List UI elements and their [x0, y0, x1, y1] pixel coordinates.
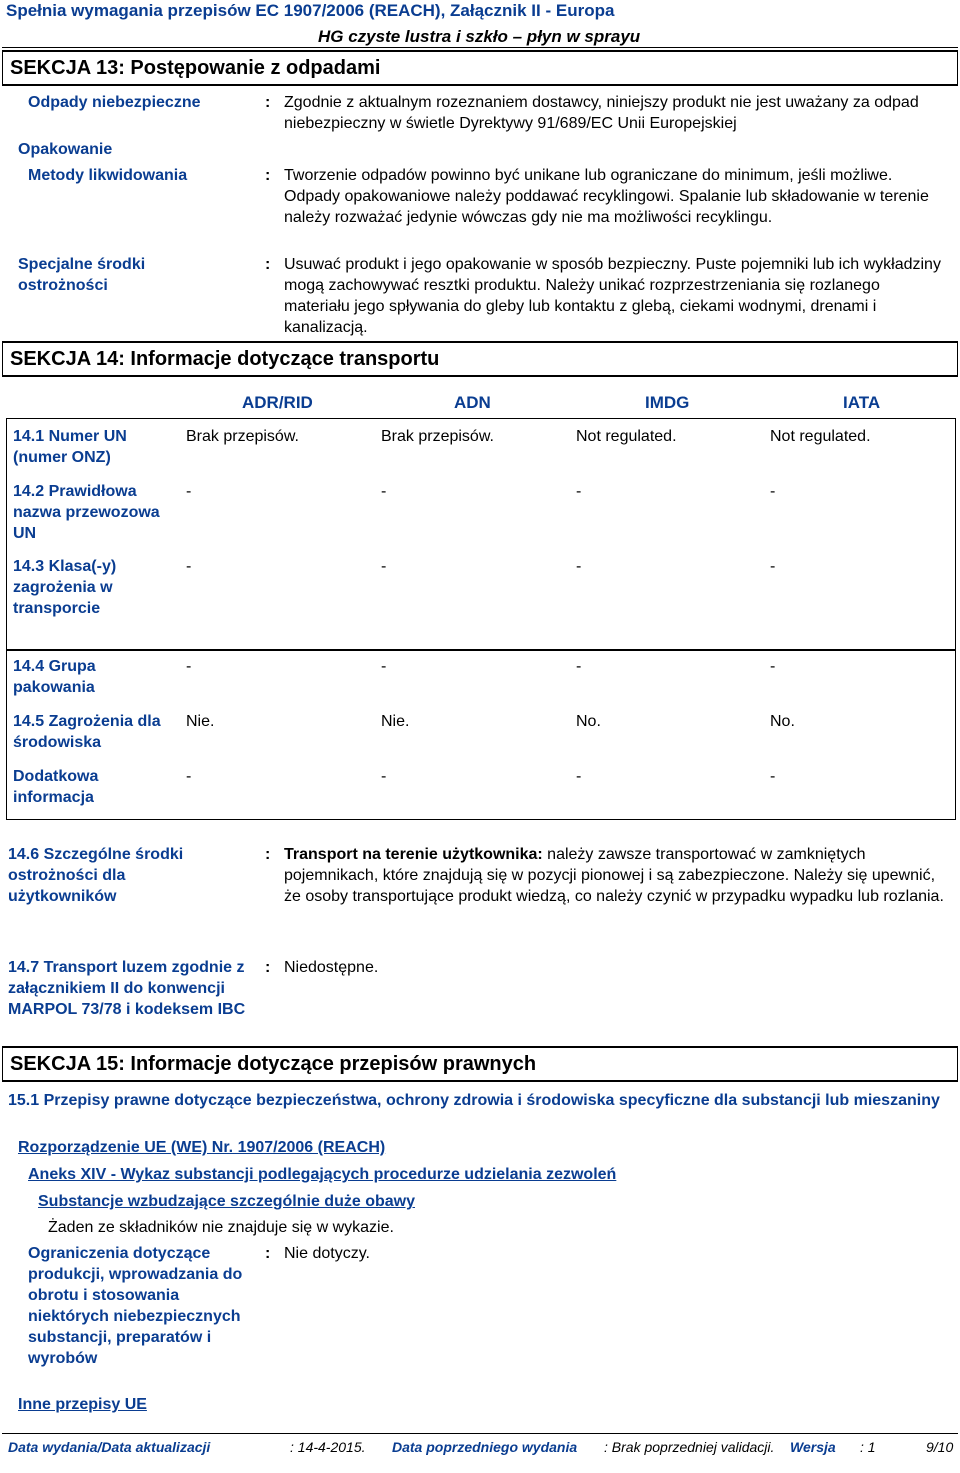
product-name: HG czyste lustra i szkło – płyn w sprayu [318, 27, 641, 46]
label-bulk-transport: 14.7 Transport luzem zgodnie z załącznikiem II do konwencji MARPOL 73/78 i kodeksem IBC [8, 959, 246, 1018]
table-cell: - [576, 483, 582, 500]
section-14-title: SEKCJA 14: Informacje dotyczące transportu [2, 341, 958, 377]
table-cell: Brak przepisów. [381, 428, 494, 445]
column-adr-rid: ADR/RID [242, 393, 313, 412]
table-cell: Nie. [381, 713, 410, 730]
table-cell: - [381, 483, 387, 500]
label-additional-info: Dodatkowa informacja [13, 768, 99, 806]
table-cell: Nie. [186, 713, 215, 730]
svhc-link: Substancje wzbudzające szczególnie duże obawy [38, 1193, 415, 1210]
colon: : [265, 94, 271, 111]
header-divider [2, 47, 958, 48]
user-precautions-heading: Transport na terenie użytkownika: [284, 846, 543, 863]
table-cell: - [770, 658, 776, 675]
table-cell: No. [576, 713, 601, 730]
table-cell: - [381, 558, 387, 575]
table-cell: - [576, 558, 582, 575]
user-precautions-body: należy zawsze transportować w zamkniętych pojemnikach, które znajdują się w pozycji pionowej i są zabezpieczone. Należy się upewnić, że osoby transportujące produkt wiedzą, co należy czynić w przypadku wypadku lub rozlania. [284, 846, 944, 905]
colon: : [265, 959, 271, 976]
regulations-heading: 15.1 Przepisy prawne dotyczące bezpieczeństwa, ochrony zdrowia i środowiska specyficzne dla substancji lub mieszaniny [8, 1092, 940, 1109]
label-un-number: 14.1 Numer UN (numer ONZ) [13, 428, 127, 466]
colon: : [265, 256, 271, 273]
footer-previous-value: : Brak poprzedniej validacji. [604, 1439, 775, 1455]
label-hazard-class: 14.3 Klasa(-y) zagrożenia w transporcie [13, 558, 117, 617]
label-hazardous-waste: Odpady niebezpieczne [28, 94, 201, 111]
footer-divider [2, 1433, 958, 1434]
table-cell: - [186, 768, 192, 785]
label-environmental-hazards: 14.5 Zagrożenia dla środowiska [13, 713, 161, 751]
footer-version-value: : 1 [860, 1439, 876, 1455]
table-cell: - [770, 558, 776, 575]
table-cell: - [186, 658, 192, 675]
label-user-precautions: 14.6 Szczególne środki ostrożności dla użytkowników [8, 846, 184, 905]
footer-page-number: 9/10 [926, 1439, 954, 1455]
disposal-methods-text: Tworzenie odpadów powinno być unikane lub ograniczane do minimum, jeśli możliwe. Odpady opakowaniowe należy poddawać recyklingowi. Spalanie lub składowanie w terenie należy rozważać jedynie wówczas gdy nie ma możliwości recyklingu. [284, 167, 929, 226]
bulk-transport-text: Niedostępne. [284, 959, 379, 976]
table-cell: - [770, 768, 776, 785]
restrictions-text: Nie dotyczy. [284, 1245, 370, 1262]
label-restrictions: Ograniczenia dotyczące produkcji, wprowadzania do obrotu i stosowania niektórych niebezpiecznych substancji, preparatów i wyrobów [28, 1245, 243, 1367]
table-cell: - [186, 558, 192, 575]
user-precautions-text [284, 844, 944, 907]
svhc-text: Żaden ze składników nie znajduje się w wykazie. [48, 1219, 394, 1236]
other-eu-regulations-link: Inne przepisy UE [18, 1396, 147, 1413]
label-disposal-methods: Metody likwidowania [28, 167, 188, 184]
column-adn: ADN [454, 393, 491, 412]
table-cell: - [576, 658, 582, 675]
annex-xiv-link: Aneks XIV - Wykaz substancji podlegających procedurze udzielania zezwoleń [28, 1166, 617, 1183]
footer-version-label: Wersja [790, 1439, 836, 1455]
reach-regulation-link: Rozporządzenie UE (WE) Nr. 1907/2006 (REACH) [18, 1139, 386, 1156]
label-shipping-name: 14.2 Prawidłowa nazwa przewozowa UN [13, 483, 160, 542]
section-15-title: SEKCJA 15: Informacje dotyczące przepisów prawnych [2, 1046, 958, 1082]
special-precautions-text: Usuwać produkt i jego opakowanie w sposób bezpieczny. Puste pojemniki lub ich wykładziny mogą zachowywać resztki produktu. Należy unikać rozprzestrzeniania się rozlanego materiału jego spływania do gleby lub kontaktu z glebą, ciekami wodnymi, drenami i kanalizacją. [284, 256, 941, 336]
table-cell: - [186, 483, 192, 500]
footer-issue-label: Data wydania/Data aktualizacji [8, 1439, 211, 1455]
table-cell: - [576, 768, 582, 785]
section-13-title: SEKCJA 13: Postępowanie z odpadami [2, 50, 958, 86]
column-iata: IATA [843, 393, 881, 412]
label-packaging: Opakowanie [18, 141, 113, 158]
label-packing-group: 14.4 Grupa pakowania [13, 658, 96, 696]
table-cell: - [770, 483, 776, 500]
document-header-title: Spełnia wymagania przepisów EC 1907/2006 (REACH), Załącznik II - Europa [6, 1, 615, 20]
table-cell: - [381, 768, 387, 785]
colon: : [265, 1245, 271, 1262]
column-imdg: IMDG [645, 393, 690, 412]
table-cell: Not regulated. [576, 428, 677, 445]
colon: : [265, 167, 271, 184]
footer-issue-value: : 14-4-2015. [290, 1439, 366, 1455]
table-cell: Not regulated. [770, 428, 871, 445]
colon: : [265, 846, 271, 863]
table-cell: Brak przepisów. [186, 428, 299, 445]
footer-previous-label: Data poprzedniego wydania [392, 1439, 578, 1455]
table-cell: - [381, 658, 387, 675]
hazardous-waste-text: Zgodnie z aktualnym rozeznaniem dostawcy, niniejszy produkt nie jest uważany za odpad niebezpieczny w świetle Dyrektywy 91/689/EC Unii Europejskiej [284, 94, 919, 132]
label-special-precautions: Specjalne środki ostrożności [18, 256, 146, 294]
table-cell: No. [770, 713, 795, 730]
